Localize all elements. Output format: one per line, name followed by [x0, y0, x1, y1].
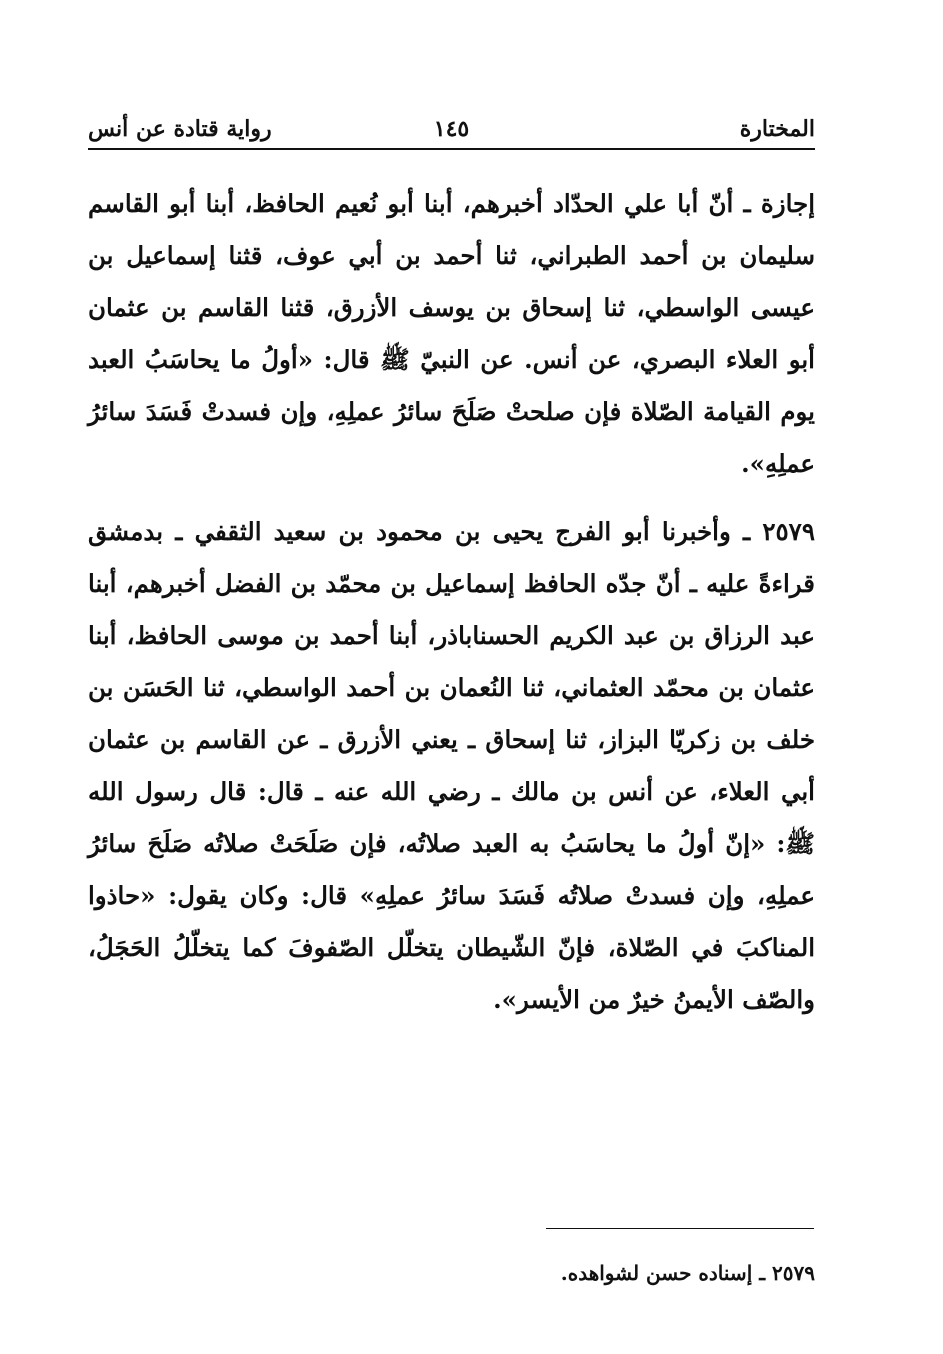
paragraph-hadith-2579: ٢٥٧٩ ـ وأخبرنا أبو الفرج يحيى بن محمود بن سعيد الثقفي ـ بدمشق قراءةً عليه ـ أنّ جدّه الحافظ إسماعيل بن محمّد بن الفضل أخبرهم، أبنا عبد الرزاق بن عبد الكريم الحسناباذر، أبنا أحمد بن موسى الحافظ، أبنا عثمان بن محمّد العثماني، ثنا النُعمان بن أحمد الواسطي، ثنا الحَسَن بن خلف بن زكريّا البزاز، ثنا إسحاق ـ يعني الأزرق ـ عن القاسم بن عثمان أبي العلاء، عن أنس بن مالك ـ رضي الله عنه ـ قال: قال رسول الله ﷺ: «إنّ أولُ ما يحاسَبُ به العبد صلاتُه، فإن صَلَحَتْ صلاتُه صَلَحَ سائرُ عملِهِ، وإن فسدتْ صلاتُه فَسَدَ سائرُ عملِهِ» قال: وكان يقول: «حاذوا المناكبَ في الصّلاة، فإنّ الشّيطان يتخلّل الصّفوفَ كما يتخلّلُ الحَجَلُ، والصّف الأيمنُ خيرٌ من الأيسر».	[88, 517, 815, 1014]
section-title: رواية قتادة عن أنس	[88, 116, 272, 142]
page-number: ١٤٥	[433, 116, 470, 142]
main-text	[88, 178, 815, 1026]
book-title: المختارة	[739, 116, 815, 142]
header-divider	[88, 148, 815, 150]
footnote: ٢٥٧٩ ـ إسناده حسن لشواهده.	[560, 1261, 815, 1285]
paragraph-continued: إجازة ـ أنّ أبا علي الحدّاد أخبرهم، أبنا أبو نُعيم الحافظ، أبنا أبو القاسم سليمان بن أحمد الطبراني، ثنا أحمد بن أبي عوف، قثنا إسماعيل بن عيسى الواسطي، ثنا إسحاق بن يوسف الأزرق، قثنا القاسم بن عثمان أبو العلاء البصري، عن أنس. عن النبيّ ﷺ قال: «أولُ ما يحاسَبُ العبد يوم القيامة الصّلاة فإن صلحتْ صَلَحَ سائرُ عملِهِ، وإن فسدتْ فَسَدَ سائرُ عملِهِ».	[88, 189, 815, 478]
page-header	[88, 112, 815, 146]
footnote-divider	[546, 1228, 814, 1229]
